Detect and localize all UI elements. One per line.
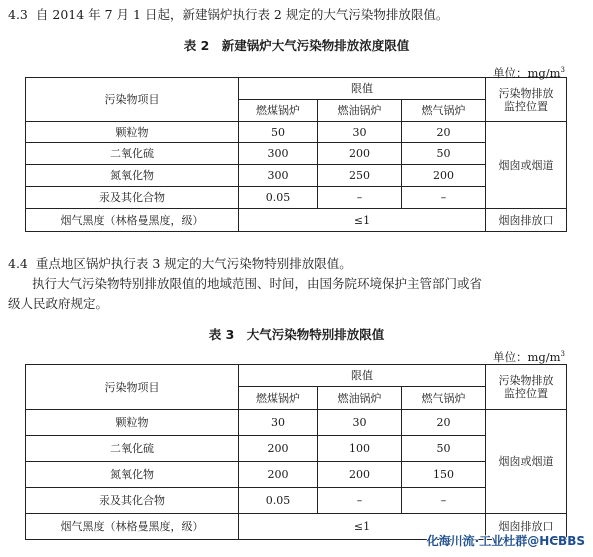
watermark: 化海川流·工业杜群@HCBBS (426, 534, 585, 548)
section-4-4-line2: 执行大气污染物特别排放限值的地域范围、时间，由国务院环境保护主管部门或省 (32, 276, 483, 291)
section-4-4 (8, 255, 585, 273)
table2-caption: 表 2 新建锅炉大气污染物排放浓度限值 (183, 38, 410, 53)
table-row: 氮氧化物 200 200 150 (26, 462, 567, 488)
table-row: 汞及其化合物 0.05 – – (26, 488, 567, 514)
table-row: 颗粒物 50 30 20 烟囱或烟道 (26, 122, 567, 143)
table3-caption: 表 3 大气污染物特别排放限值 (208, 327, 385, 342)
table-row: 二氧化硫 300 200 50 (26, 143, 567, 165)
table2-unit: 单位：$mg/m^3$ (492, 65, 565, 80)
table2 (25, 77, 567, 232)
header-limit: 限值 (239, 78, 486, 100)
header-coal: 燃煤锅炉 (239, 387, 318, 410)
section-4-3 (8, 6, 585, 24)
header-coal: 燃煤锅炉 (239, 100, 318, 122)
header-oil: 燃油锅炉 (318, 100, 402, 122)
header-limit: 限值 (239, 365, 486, 387)
section-text: 自 2014 年 7 月 1 日起，新建锅炉执行表 2 规定的大气污染物排放限值。 (35, 7, 449, 22)
header-monitor: 污染物排放 监控位置 (486, 78, 567, 122)
table3 (25, 364, 567, 540)
table-row: 烟气黑度（林格曼黑度，级） ≤1 烟囱排放口 (26, 209, 567, 232)
section-number: 4.3 (8, 7, 28, 22)
section-4-4-line3: 级人民政府规定。 (8, 296, 109, 311)
header-monitor: 污染物排放 监控位置 (486, 365, 567, 410)
table-row: 烟气黑度（林格曼黑度，级） ≤1 烟囱排放口 (26, 514, 567, 540)
section-text: 重点地区锅炉执行表 3 规定的大气污染物特别排放限值。 (35, 256, 352, 271)
header-gas: 燃气锅炉 (402, 100, 486, 122)
header-pollutant: 污染物项目 (26, 78, 239, 122)
header-pollutant: 污染物项目 (26, 365, 239, 410)
table-row: 颗粒物 30 30 20 烟囱或烟道 (26, 410, 567, 436)
header-oil: 燃油锅炉 (318, 387, 402, 410)
table-row: 二氧化硫 200 100 50 (26, 436, 567, 462)
table-row: 汞及其化合物 0.05 – – (26, 187, 567, 209)
table-row: 氮氧化物 300 250 200 (26, 165, 567, 187)
table3-unit: 单位：$mg/m^3$ (492, 349, 565, 364)
monitor-location: 烟囱或烟道 (486, 122, 567, 209)
monitor-location: 烟囱或烟道 (486, 410, 567, 514)
header-gas: 燃气锅炉 (402, 387, 486, 410)
section-number: 4.4 (8, 256, 28, 271)
